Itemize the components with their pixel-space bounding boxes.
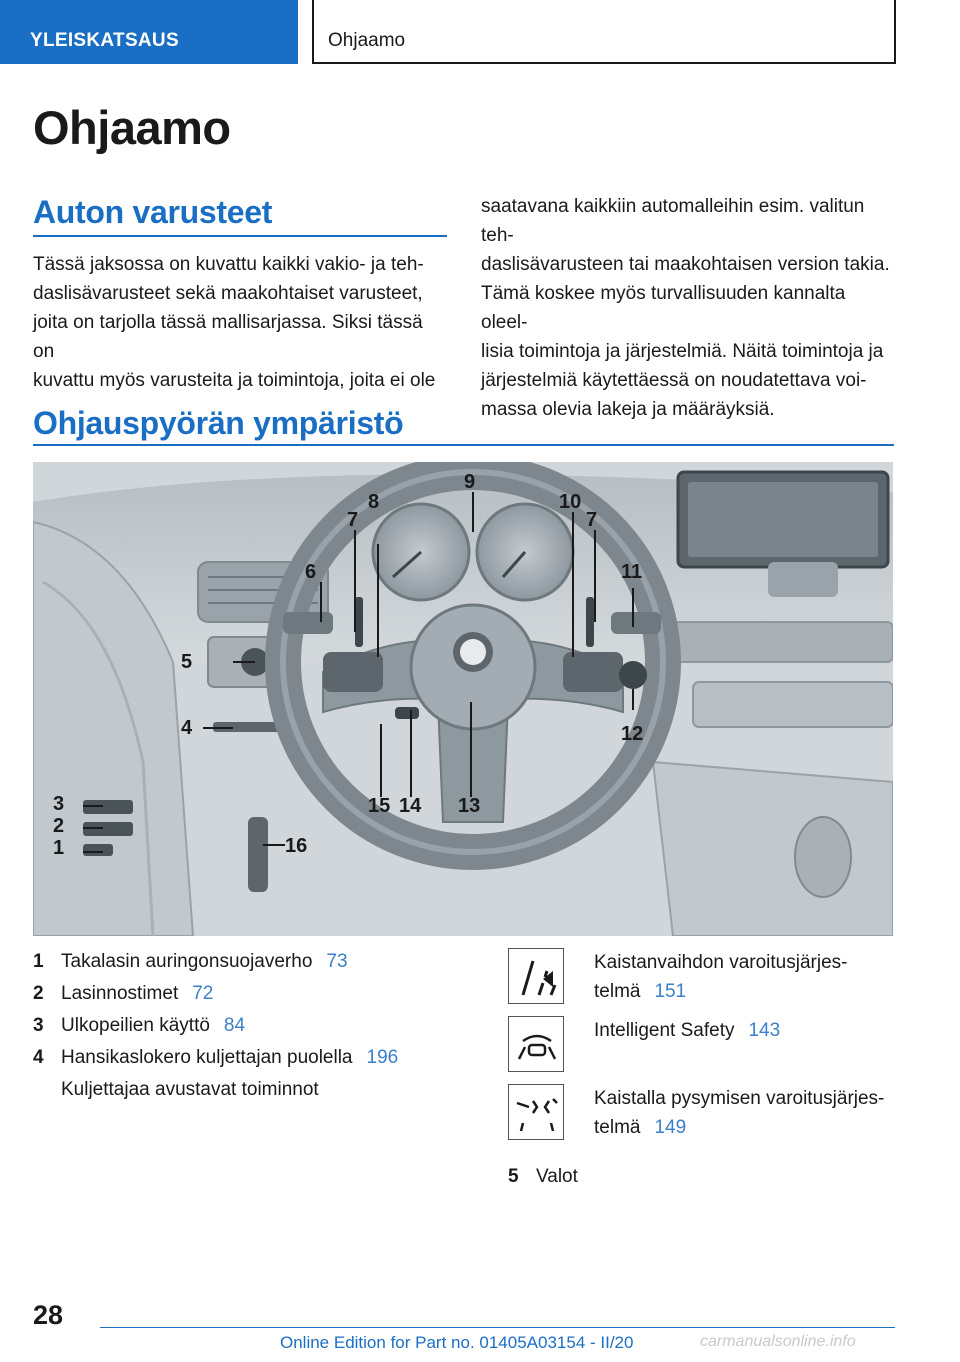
callout-label: 8 (368, 491, 380, 513)
page-link[interactable]: 84 (223, 1015, 246, 1036)
page-link[interactable]: 73 (326, 951, 348, 972)
item-text: Ulkopeilien käyttö (61, 1015, 210, 1036)
list-item (33, 1076, 453, 1108)
text-line: järjestelmiä käytettäessä on noudatettava voi‐ (481, 370, 867, 391)
page-link[interactable]: 72 (192, 983, 214, 1004)
item-text: Lasinnostimet (61, 983, 179, 1004)
item-number: 1 (33, 951, 44, 972)
callout-label: 12 (621, 723, 644, 745)
callout-label: 1 (53, 837, 65, 859)
list-item (508, 1162, 578, 1191)
legend-list-left (33, 948, 453, 1108)
list-item (33, 1044, 453, 1076)
item-subheading: Kuljettajaa avustavat toiminnot (61, 1079, 319, 1100)
page-number: 28 (33, 1300, 64, 1330)
item-text-line: Kaistanvaihdon varoitusjärjes‐ (594, 952, 848, 973)
item-text (594, 948, 894, 1006)
text-line: Tämä koskee myös turvallisuuden kannalta oleel‐ (481, 283, 846, 333)
callout-label: 2 (53, 815, 65, 837)
header-chapter-title: Ohjaamo (312, 0, 896, 64)
text-line: lisia toimintoja ja järjestelmiä. Näitä toimintoja ja (481, 341, 884, 362)
callout-label: 9 (464, 471, 476, 493)
item-text (594, 1016, 894, 1045)
section-rule (33, 235, 447, 237)
text-line: daslisävarusteen tai maakohtaisen version takia. (481, 254, 890, 275)
callout-label: 7 (586, 509, 598, 531)
section-rule (33, 444, 894, 446)
intro-paragraph-right (481, 192, 896, 424)
list-item (508, 1084, 908, 1152)
item-text-line: telmä (594, 1117, 641, 1138)
item-number: 4 (33, 1047, 44, 1068)
header-section-tab[interactable]: YLEISKATSAUS (0, 0, 298, 64)
callout-label: 5 (181, 651, 193, 673)
callout-label: 7 (347, 509, 359, 531)
page-link[interactable]: 196 (366, 1047, 399, 1068)
callout-label: 13 (458, 795, 481, 817)
footer-edition: Online Edition for Part no. 01405A03154 - II/20 (280, 1333, 634, 1352)
list-item (33, 1012, 453, 1044)
callout-label: 10 (559, 491, 582, 513)
callout-label: 11 (621, 561, 643, 583)
item-number: 2 (33, 983, 44, 1004)
section-title-equipment: Auton varusteet (33, 194, 273, 230)
cockpit-drawing (33, 462, 893, 936)
text-line: massa olevia lakeja ja määräyksiä. (481, 399, 775, 420)
item-number: 3 (33, 1015, 44, 1036)
item-number: 5 (508, 1166, 519, 1187)
footer-rule (100, 1327, 895, 1328)
intro-paragraph-left (33, 250, 448, 395)
text-line: saatavana kaikkiin automalleihin esim. valitun teh‐ (481, 196, 865, 246)
item-text-line: Intelligent Safety (594, 1020, 735, 1041)
intelligent-safety-icon (508, 1016, 564, 1072)
lane-departure-warning-icon (508, 1084, 564, 1140)
cockpit-illustration (33, 462, 893, 936)
list-item (508, 1016, 908, 1084)
list-item (508, 948, 908, 1016)
callout-label: 3 (53, 793, 65, 815)
item-text: Valot (536, 1166, 578, 1187)
item-text: Takalasin auringonsuojaverho (61, 951, 313, 972)
watermark: carmanualsonline.info (700, 1333, 856, 1350)
item-text-line: Kaistalla pysymisen varoitusjärjes‐ (594, 1088, 885, 1109)
list-item (33, 980, 453, 1012)
page-link[interactable]: 151 (654, 981, 687, 1002)
page-title: Ohjaamo (33, 101, 231, 154)
callout-label: 6 (305, 561, 317, 583)
item-text (594, 1084, 894, 1142)
callout-label: 14 (399, 795, 422, 817)
legend-list-right (508, 948, 908, 1187)
callout-label: 15 (368, 795, 391, 817)
item-text-line: telmä (594, 981, 641, 1002)
item-text: Hansikaslokero kuljettajan puolella (61, 1047, 353, 1068)
text-line: joita on tarjolla tässä mallisarjassa. Siksi tässä on (33, 312, 423, 362)
page-link[interactable]: 149 (654, 1117, 687, 1138)
callout-label: 16 (285, 835, 308, 857)
lane-change-warning-icon (508, 948, 564, 1004)
section-title-steering-wheel: Ohjauspyörän ympäristö (33, 405, 404, 441)
page-link[interactable]: 143 (748, 1020, 781, 1041)
callout-label: 4 (181, 717, 193, 739)
text-line: daslisävarusteet sekä maakohtaiset varusteet, (33, 283, 423, 304)
text-line: kuvattu myös varusteita ja toimintoja, joita ei ole (33, 370, 436, 391)
text-line: Tässä jaksossa on kuvattu kaikki vakio- ja teh‐ (33, 254, 424, 275)
list-item (33, 948, 453, 980)
